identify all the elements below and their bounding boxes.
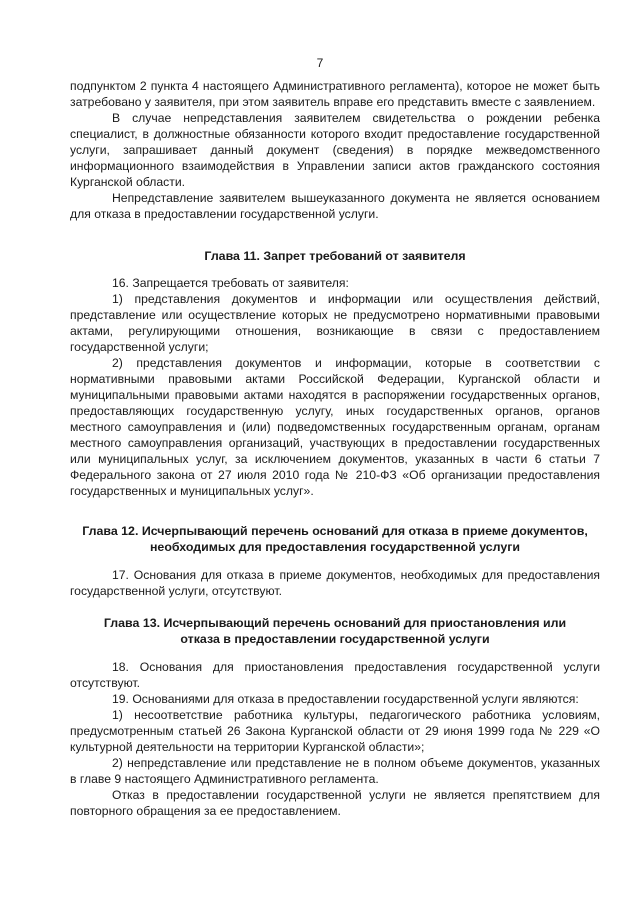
paragraph: 1) представления документов и информации или осуществления действий, представление или осуществление которых не предусмотрено нормативными правовыми актами, регулирующими отношения, возникающие в связи с предоставлением государственной услуги;	[70, 292, 600, 354]
paragraph: Непредставление заявителем вышеуказанного документа не является основанием для отказа в предоставлении государственной услуги.	[70, 191, 600, 221]
document-body	[70, 78, 600, 819]
chapter-heading: Глава 12. Исчерпывающий перечень оснований для отказа в приеме документов, необходимых для предоставления государственной услуги	[82, 524, 588, 554]
paragraph: В случае непредставления заявителем свидетельства о рождении ребенка специалист, в должностные обязанности которого входит предоставление государственной услуги, запрашивает данный документ (сведения) в порядке межведомственного информационного взаимодействия в Управлении записи актов гражданского состояния Курганской области.	[70, 111, 600, 189]
paragraph: 16. Запрещается требовать от заявителя:	[112, 276, 349, 290]
paragraph: 18. Основания для приостановления предоставления государственной услуги отсутствуют.	[70, 660, 600, 690]
chapter-heading: Глава 11. Запрет требований от заявителя	[204, 249, 466, 263]
paragraph: Отказ в предоставлении государственной услуги не является препятствием для повторного обращения за ее предоставлением.	[70, 788, 600, 818]
paragraph: 2) непредставление или представление не в полном объеме документов, указанных в главе 9 настоящего Административного регламента.	[70, 756, 600, 786]
paragraph: подпунктом 2 пункта 4 настоящего Административного регламента), которое не может быть затребовано у заявителя, при этом заявитель вправе его представить вместе с заявлением.	[70, 79, 600, 109]
paragraph: 19. Основаниями для отказа в предоставлении государственной услуги являются:	[112, 692, 579, 706]
page-number: 7	[316, 56, 324, 70]
paragraph: 17. Основания для отказа в приеме документов, необходимых для предоставления государственной услуги, отсутствуют.	[70, 568, 600, 598]
paragraph: 1) несоответствие работника культуры, педагогического работника условиям, предусмотренным статьей 26 Закона Курганской области от 29 июня 1999 года № 229 «О культурной деятельности на территории Курганской области»;	[70, 708, 600, 754]
paragraph: 2) представления документов и информации, которые в соответствии с нормативными правовыми актами Российской Федерации, Курганской области и муниципальными правовыми актами находятся в распоряжении государственных органов, предоставляющих государственную услугу, иных государственных органов, органов местного самоуправления и (или) подведомственных государственным органам, органам местного самоуправления организаций, участвующих в предоставлении государственных или муниципальных услуг, за исключением документов, указанных в части 6 статьи 7 Федерального закона от 27 июля 2010 года № 210-ФЗ «Об организации предоставления государственных и муниципальных услуг».	[70, 356, 600, 498]
chapter-heading: Глава 13. Исчерпывающий перечень оснований для приостановления или отказа в предоставлении государственной услуги	[103, 616, 567, 646]
